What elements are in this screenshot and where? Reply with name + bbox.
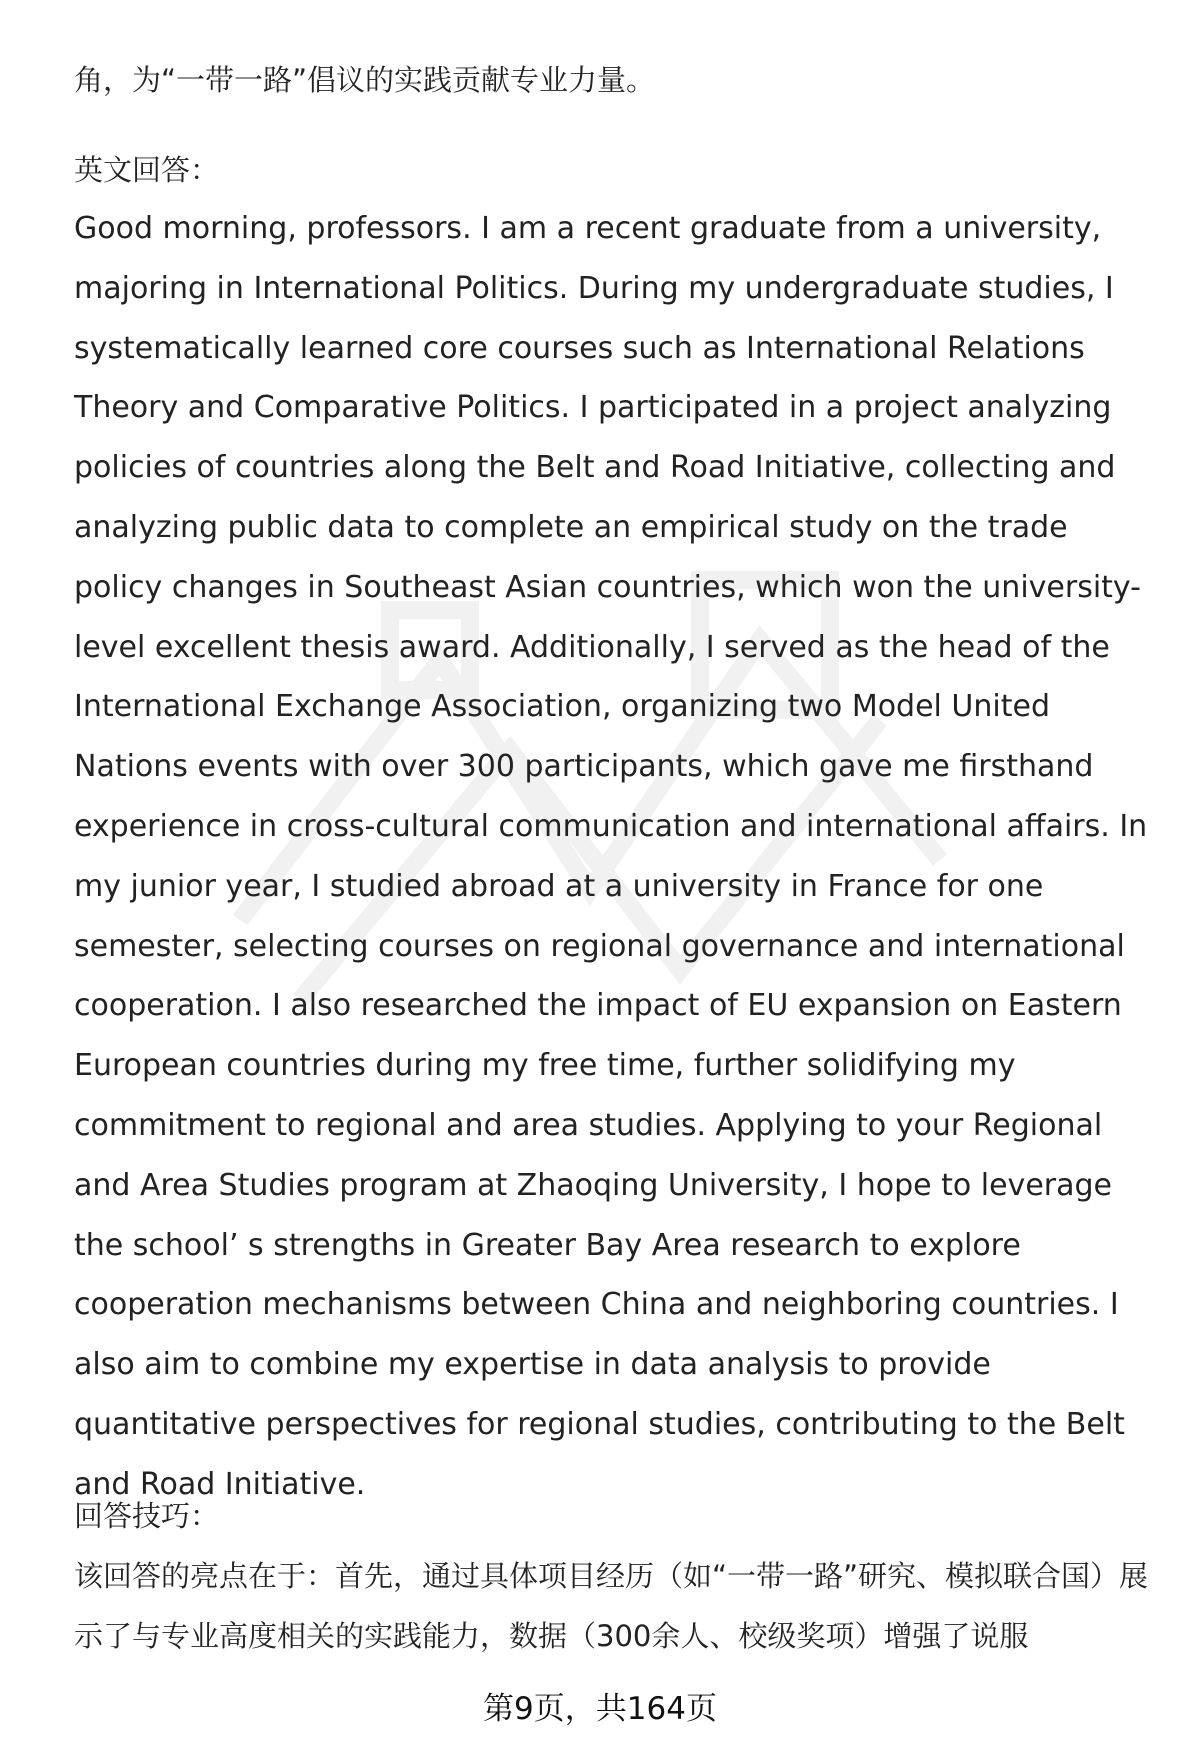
english-answer-paragraph: Good morning, professors. I am a recent graduate from a university, majoring in International Politics. During my undergraduate studies, I systematically learned core courses such as International Relations Theory and Comparative Politics. I participated in a project analyzing policies of countries along the Belt and Road Initiative, collecting and analyzing public data to complete an empirical study on the trade policy changes in Southeast Asian countries, which won the university-level excellent thesis award. Additionally, I served as the head of the International Exchange Association, organizing two Model United Nations events with over 300 participants, which gave me firsthand experience in cross-cultural communication and international affairs. In my junior year, I studied abroad at a university in France for one semester, selecting courses on regional governance and international cooperation. I also researched the impact of EU expansion on Eastern European countries during my free time, further solidifying my commitment to regional and area studies. Applying to your Regional and Area Studies program at Zhaoqing University, I hope to leverage the school’ s strengths in Greater Bay Area research to explore cooperation mechanisms between China and neighboring countries. I also aim to combine my expertise in data analysis to provide quantitative perspectives for regional studies, contributing to the Belt and Road Initiative.: [74, 211, 1148, 1502]
page-number-footer: 第9页，共164页: [483, 1691, 717, 1727]
answer-tips-heading: 回答技巧：: [74, 1499, 220, 1533]
intro-paragraph: 角，为“一带一路”倡议的实践贡献专业力量。: [74, 63, 656, 97]
answer-tips-paragraph: 该回答的亮点在于：首先，通过具体项目经历（如“一带一路”研究、模拟联合国）展示了与专业高度相关的实践能力，数据（300余人、校级奖项）增强了说服: [74, 1559, 1149, 1653]
english-answer-heading: 英文回答：: [74, 153, 220, 187]
